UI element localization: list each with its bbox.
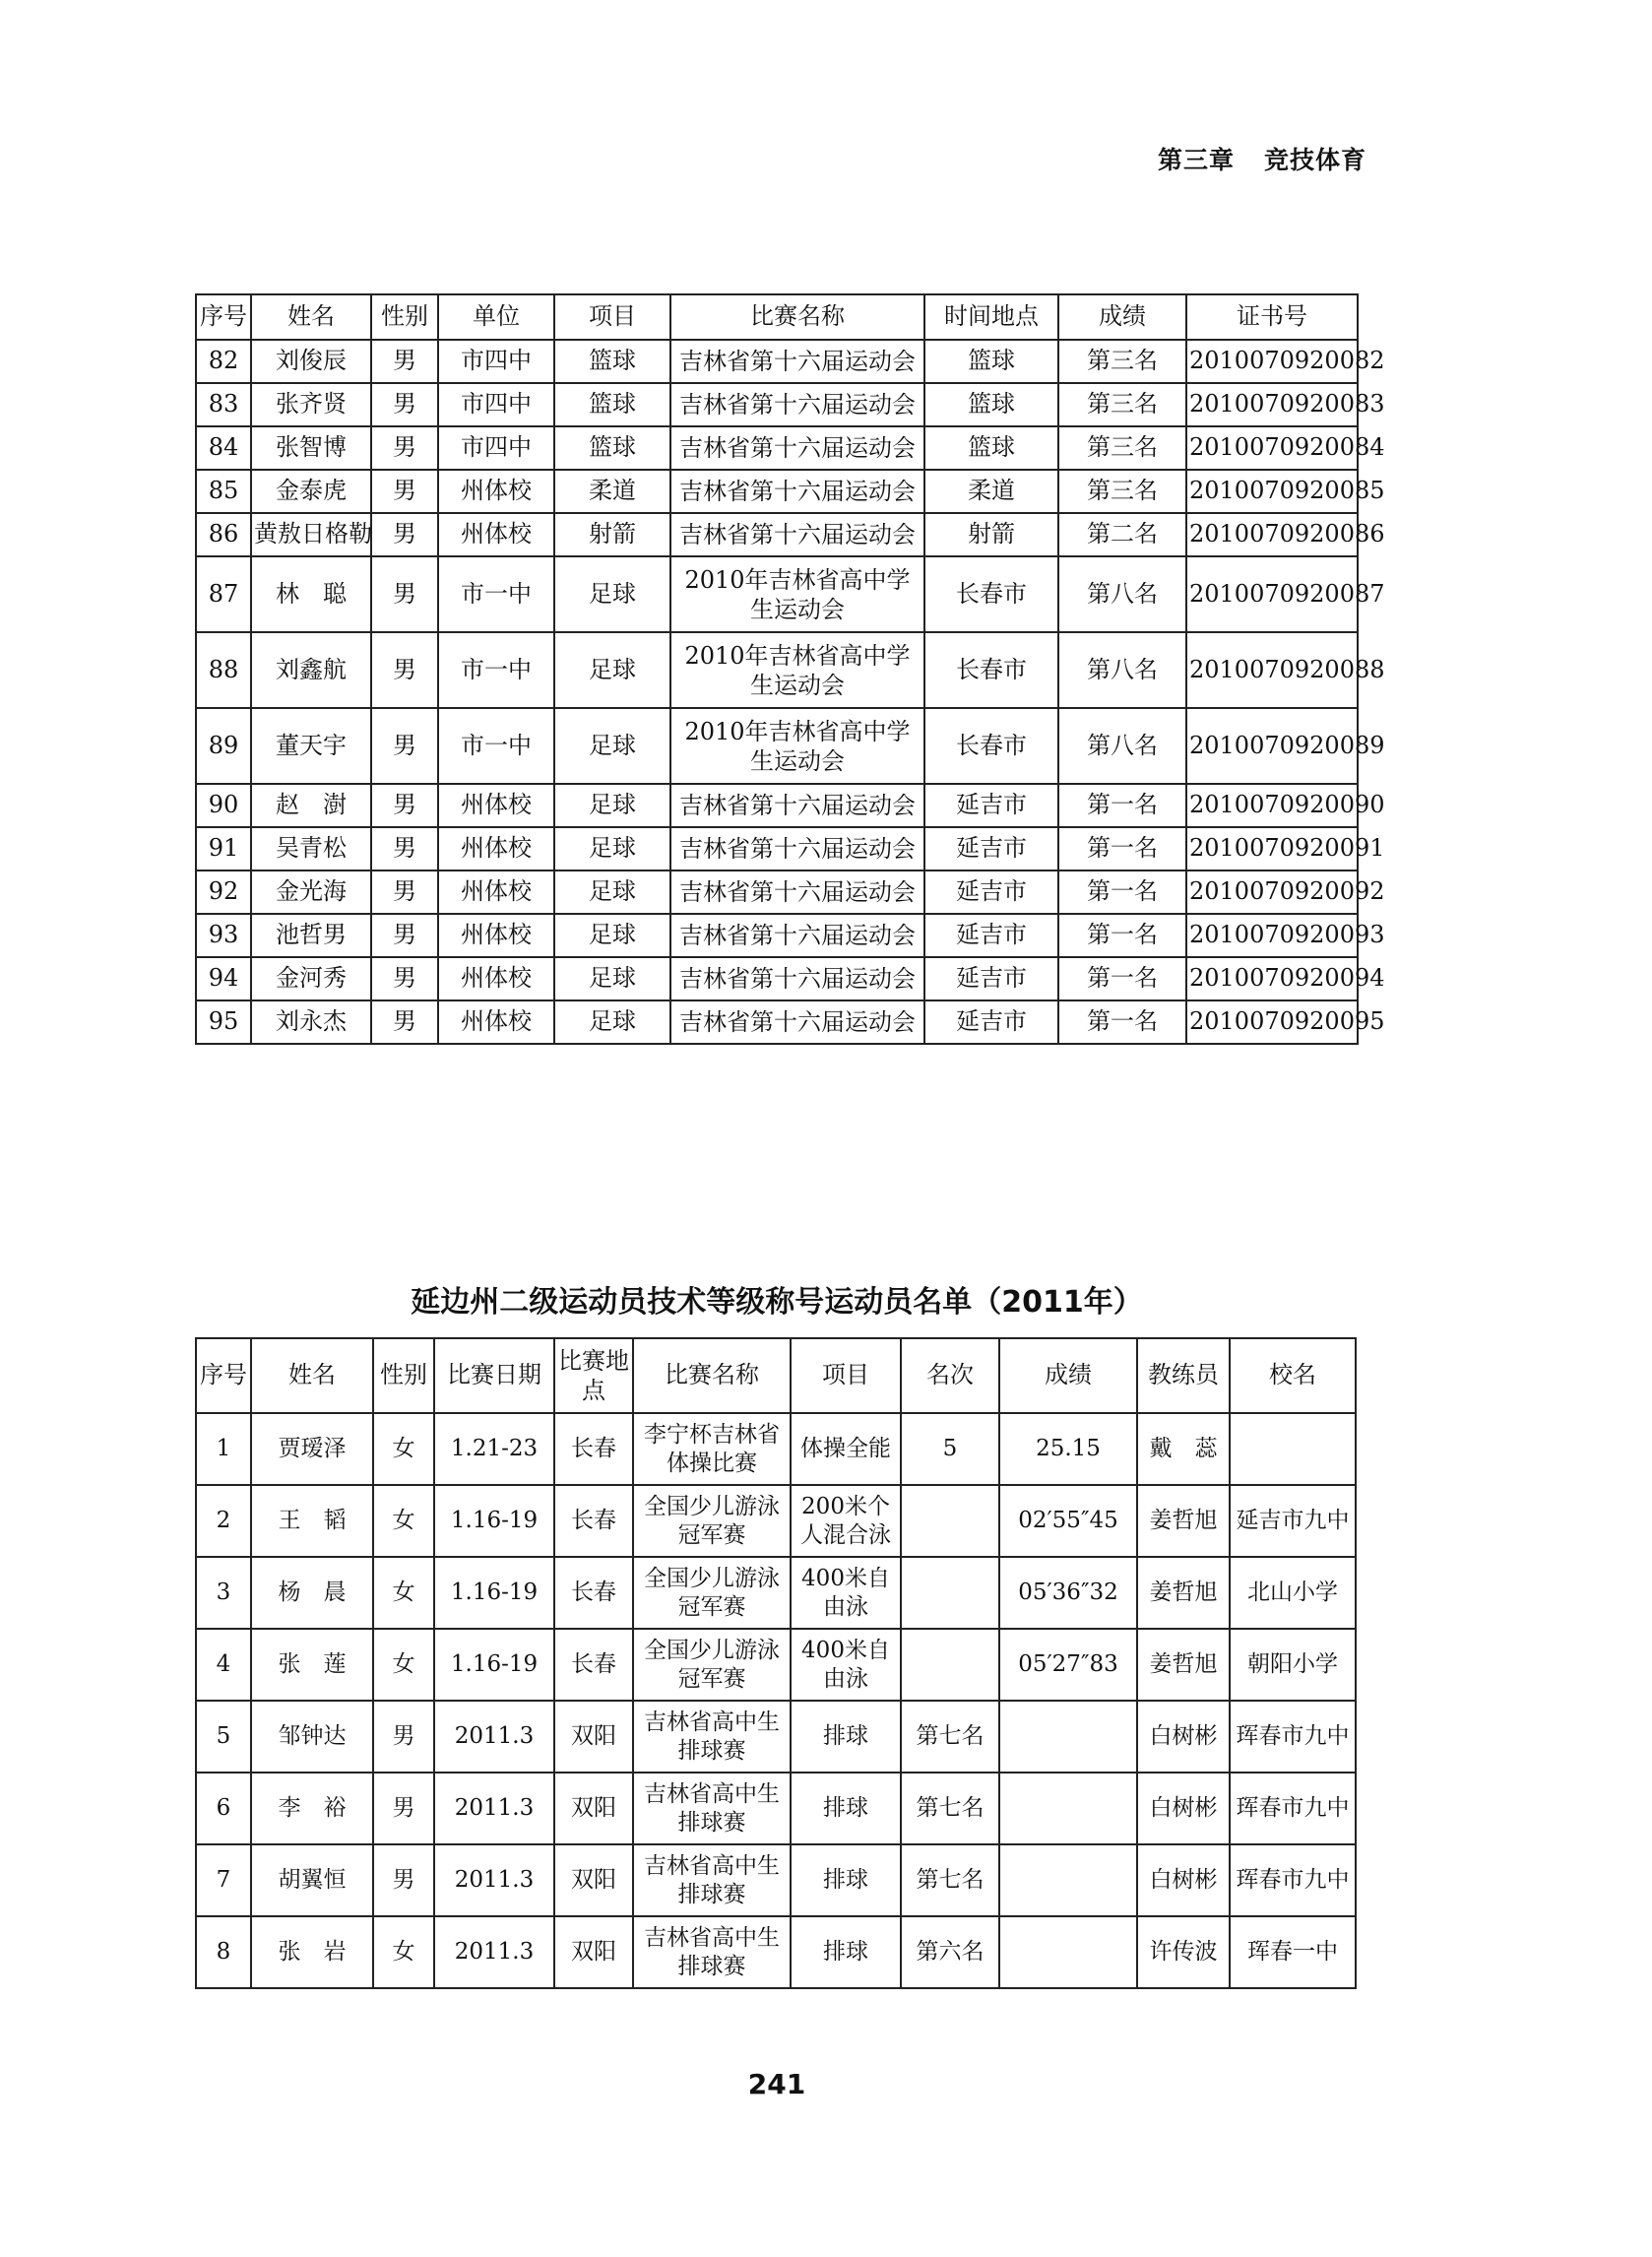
table-cell: 8 (196, 1916, 251, 1988)
table-cell: 2010070920088 (1186, 632, 1358, 708)
table-cell: 池哲男 (251, 914, 371, 957)
table-cell: 市四中 (438, 340, 554, 383)
table-cell: 2010070920091 (1186, 827, 1358, 871)
table-cell: 州体校 (438, 470, 554, 513)
table-body (196, 1413, 1356, 1988)
table-cell: 2010070920087 (1186, 556, 1358, 632)
table-cell: 200米个人混合泳 (791, 1485, 901, 1557)
table-cell: 足球 (554, 556, 670, 632)
table-cell: 州体校 (438, 914, 554, 957)
table-cell: 男 (371, 708, 438, 784)
table-row (196, 383, 1358, 426)
table-body (196, 340, 1385, 1044)
table-cell: 市一中 (438, 708, 554, 784)
table-cell: 董天宇 (251, 708, 371, 784)
table-cell: 州体校 (438, 957, 554, 1000)
table-cell: 89 (196, 708, 251, 784)
table-cell: 足球 (554, 914, 670, 957)
table-cell: 贾瑷泽 (251, 1413, 373, 1485)
table-cell: 吉林省高中生排球赛 (633, 1844, 791, 1916)
table-cell: 2011.3 (434, 1916, 554, 1988)
table-cell: 女 (373, 1916, 434, 1988)
table-cell: 吉林省第十六届运动会 (670, 784, 924, 827)
table-cell: 延吉市九中 (1230, 1485, 1356, 1557)
table-row (196, 1485, 1356, 1557)
table-row (196, 871, 1358, 914)
table-cell (999, 1773, 1137, 1844)
table-cell: 91 (196, 827, 251, 871)
table-cell: 2010070920082 (1186, 340, 1358, 383)
table-cell: 长春 (554, 1485, 633, 1557)
table-cell: 男 (371, 340, 438, 383)
table-cell: 94 (196, 957, 251, 1000)
table-row (196, 708, 1358, 784)
table-cell: 男 (371, 426, 438, 470)
chapter-label: 第三章 (1157, 146, 1235, 174)
table-cell: 长春 (554, 1557, 633, 1629)
table-cell: 05′27″83 (999, 1629, 1137, 1701)
table-cell: 足球 (554, 708, 670, 784)
table-cell: 吉林省第十六届运动会 (670, 1000, 924, 1044)
section-label: 竞技体育 (1263, 146, 1366, 174)
table-cell: 吉林省第十六届运动会 (670, 914, 924, 957)
table-cell: 2011.3 (434, 1773, 554, 1844)
column-header: 序号 (196, 294, 251, 340)
table-header-row (196, 1338, 1356, 1413)
table-cell: 88 (196, 632, 251, 708)
table-cell: 金泰虎 (251, 470, 371, 513)
table-row (196, 1916, 1356, 1988)
table-row (196, 426, 1358, 470)
table-cell: 3 (196, 1557, 251, 1629)
second-level-athlete-table (195, 1337, 1357, 1989)
table-cell: 第三名 (1058, 383, 1186, 426)
table-cell: 吉林省第十六届运动会 (670, 470, 924, 513)
table-row (196, 340, 1358, 383)
table-cell: 吉林省第十六届运动会 (670, 340, 924, 383)
table-cell: 2010070920095 (1186, 1000, 1358, 1044)
table-cell: 珲春一中 (1230, 1916, 1356, 1988)
table-cell: 足球 (554, 784, 670, 827)
table-cell: 1.21-23 (434, 1413, 554, 1485)
table-cell: 第一名 (1058, 914, 1186, 957)
column-header: 序号 (196, 1338, 251, 1413)
table-cell (999, 1844, 1137, 1916)
table-row (196, 556, 1358, 632)
table-cell: 1.16-19 (434, 1629, 554, 1701)
table-cell: 柔道 (924, 470, 1058, 513)
table-cell: 白树彬 (1137, 1701, 1230, 1773)
table-cell: 张智博 (251, 426, 371, 470)
table-cell: 5 (196, 1701, 251, 1773)
table-row (196, 1773, 1356, 1844)
table-cell: 第三名 (1058, 340, 1186, 383)
table-cell: 姜哲旭 (1137, 1629, 1230, 1701)
table-cell: 第一名 (1058, 871, 1186, 914)
column-header: 校名 (1230, 1338, 1356, 1413)
table-cell: 2010070920084 (1186, 426, 1358, 470)
table-cell: 男 (371, 1000, 438, 1044)
table-cell: 张 莲 (251, 1629, 373, 1701)
column-header: 证书号 (1186, 294, 1358, 340)
table-cell: 02′55″45 (999, 1485, 1137, 1557)
table-cell: 延吉市 (924, 957, 1058, 1000)
table-row (196, 1557, 1356, 1629)
table-cell: 2010070920085 (1186, 470, 1358, 513)
table-header-row (196, 294, 1358, 340)
column-header: 项目 (791, 1338, 901, 1413)
table-cell: 姜哲旭 (1137, 1485, 1230, 1557)
table-cell: 延吉市 (924, 1000, 1058, 1044)
table-cell: 白树彬 (1137, 1844, 1230, 1916)
table-cell: 1.16-19 (434, 1557, 554, 1629)
table-cell: 第一名 (1058, 957, 1186, 1000)
table-cell: 延吉市 (924, 827, 1058, 871)
table-cell: 市一中 (438, 556, 554, 632)
table-cell: 篮球 (554, 426, 670, 470)
table-cell: 2010070920086 (1186, 513, 1358, 556)
table-row (196, 1701, 1356, 1773)
table-cell: 2010年吉林省高中学生运动会 (670, 708, 924, 784)
table-cell: 男 (371, 383, 438, 426)
table-cell: 双阳 (554, 1844, 633, 1916)
table-cell: 张 岩 (251, 1916, 373, 1988)
table-cell: 林 聪 (251, 556, 371, 632)
table-cell: 吉林省第十六届运动会 (670, 383, 924, 426)
table-cell: 男 (371, 871, 438, 914)
table-cell: 2011.3 (434, 1701, 554, 1773)
table-cell: 男 (371, 957, 438, 1000)
table-cell (999, 1916, 1137, 1988)
table-cell: 珲春市九中 (1230, 1773, 1356, 1844)
table-cell: 1.16-19 (434, 1485, 554, 1557)
table-cell: 李宁杯吉林省体操比赛 (633, 1413, 791, 1485)
table-cell: 白树彬 (1137, 1773, 1230, 1844)
running-header (1158, 141, 1366, 176)
table-cell: 2010070920093 (1186, 914, 1358, 957)
table-cell: 第八名 (1058, 556, 1186, 632)
table-cell: 州体校 (438, 784, 554, 827)
table-cell: 长春 (554, 1413, 633, 1485)
table-cell: 女 (373, 1485, 434, 1557)
table-cell: 第三名 (1058, 426, 1186, 470)
table-cell (999, 1701, 1137, 1773)
column-header: 单位 (438, 294, 554, 340)
table-cell: 90 (196, 784, 251, 827)
table-cell: 篮球 (554, 383, 670, 426)
athlete-certificate-table (195, 293, 1385, 1045)
table-cell: 杨 晨 (251, 1557, 373, 1629)
table-cell: 6 (196, 1773, 251, 1844)
column-header: 比赛名称 (633, 1338, 791, 1413)
table-cell: 2010070920092 (1186, 871, 1358, 914)
table-cell: 延吉市 (924, 914, 1058, 957)
column-header: 教练员 (1137, 1338, 1230, 1413)
table-cell: 州体校 (438, 827, 554, 871)
table-cell: 第七名 (901, 1701, 999, 1773)
table-row (196, 827, 1358, 871)
table-cell: 2011.3 (434, 1844, 554, 1916)
table-cell: 85 (196, 470, 251, 513)
table-cell: 北山小学 (1230, 1557, 1356, 1629)
table-cell: 长春市 (924, 556, 1058, 632)
table-cell: 86 (196, 513, 251, 556)
table-cell: 吉林省高中生排球赛 (633, 1701, 791, 1773)
table-cell: 足球 (554, 957, 670, 1000)
table-cell: 83 (196, 383, 251, 426)
column-header: 姓名 (251, 294, 371, 340)
table-cell: 双阳 (554, 1916, 633, 1988)
table-cell: 4 (196, 1629, 251, 1701)
table-cell: 朝阳小学 (1230, 1629, 1356, 1701)
table-cell: 排球 (791, 1701, 901, 1773)
column-header: 比赛名称 (670, 294, 924, 340)
table-cell: 93 (196, 914, 251, 957)
table-cell: 市四中 (438, 426, 554, 470)
table-cell: 射箭 (924, 513, 1058, 556)
table-cell: 州体校 (438, 513, 554, 556)
table-cell: 82 (196, 340, 251, 383)
table-cell: 2010070920089 (1186, 708, 1358, 784)
table-cell: 第一名 (1058, 1000, 1186, 1044)
table-cell: 第三名 (1058, 470, 1186, 513)
table-cell: 男 (373, 1844, 434, 1916)
table-cell: 2010年吉林省高中学生运动会 (670, 632, 924, 708)
table-cell: 排球 (791, 1844, 901, 1916)
table-cell: 400米自由泳 (791, 1557, 901, 1629)
table-cell: 男 (371, 632, 438, 708)
table-cell: 足球 (554, 1000, 670, 1044)
column-header: 成绩 (999, 1338, 1137, 1413)
table-row (196, 513, 1358, 556)
table-cell: 第一名 (1058, 784, 1186, 827)
table-cell: 篮球 (924, 340, 1058, 383)
table-cell: 05′36″32 (999, 1557, 1137, 1629)
table-cell: 刘永杰 (251, 1000, 371, 1044)
table-cell: 吉林省第十六届运动会 (670, 513, 924, 556)
table-cell: 第二名 (1058, 513, 1186, 556)
table-cell: 州体校 (438, 1000, 554, 1044)
table-cell: 射箭 (554, 513, 670, 556)
column-header: 比赛地点 (554, 1338, 633, 1413)
table-cell: 刘鑫航 (251, 632, 371, 708)
table-cell: 25.15 (999, 1413, 1137, 1485)
table-cell: 篮球 (554, 340, 670, 383)
table-cell: 全国少儿游泳冠军赛 (633, 1485, 791, 1557)
table-cell: 男 (371, 556, 438, 632)
page-number: 241 (747, 2068, 806, 2100)
table-cell: 延吉市 (924, 784, 1058, 827)
table-cell: 第七名 (901, 1844, 999, 1916)
table-cell: 1 (196, 1413, 251, 1485)
table-cell: 男 (373, 1701, 434, 1773)
table-cell: 87 (196, 556, 251, 632)
table-cell: 排球 (791, 1916, 901, 1988)
column-header: 性别 (373, 1338, 434, 1413)
table-cell: 女 (373, 1629, 434, 1701)
table-cell: 吉林省高中生排球赛 (633, 1773, 791, 1844)
table-cell: 全国少儿游泳冠军赛 (633, 1557, 791, 1629)
column-header: 性别 (371, 294, 438, 340)
table-cell: 吉林省第十六届运动会 (670, 871, 924, 914)
table-cell: 2010070920083 (1186, 383, 1358, 426)
table-cell: 400米自由泳 (791, 1629, 901, 1701)
table-cell: 张齐贤 (251, 383, 371, 426)
table-cell: 第八名 (1058, 632, 1186, 708)
table-cell: 7 (196, 1844, 251, 1916)
table-cell: 吉林省高中生排球赛 (633, 1916, 791, 1988)
table-cell: 金光海 (251, 871, 371, 914)
table-cell: 女 (373, 1413, 434, 1485)
table-row (196, 470, 1358, 513)
table-cell: 李 裕 (251, 1773, 373, 1844)
table-row (196, 1629, 1356, 1701)
table-cell: 足球 (554, 871, 670, 914)
table-cell: 王 韬 (251, 1485, 373, 1557)
table-cell: 邹钟达 (251, 1701, 373, 1773)
column-header: 名次 (901, 1338, 999, 1413)
table-cell: 排球 (791, 1773, 901, 1844)
table-cell: 黄敖日格勒 (251, 513, 371, 556)
section-title: 延边州二级运动员技术等级称号运动员名单（2011年） (411, 1285, 1143, 1320)
table-row (196, 1413, 1356, 1485)
table-cell: 许传波 (1137, 1916, 1230, 1988)
table-cell: 男 (371, 470, 438, 513)
table-row (196, 1844, 1356, 1916)
table-cell: 2010年吉林省高中学生运动会 (670, 556, 924, 632)
table-cell: 2 (196, 1485, 251, 1557)
table-cell: 长春 (554, 1629, 633, 1701)
table-cell: 长春市 (924, 632, 1058, 708)
table-cell: 5 (901, 1413, 999, 1485)
table-cell: 吉林省第十六届运动会 (670, 426, 924, 470)
column-header: 比赛日期 (434, 1338, 554, 1413)
table-cell: 州体校 (438, 871, 554, 914)
table-cell: 第六名 (901, 1916, 999, 1988)
table-row (196, 632, 1358, 708)
table-cell: 赵 澍 (251, 784, 371, 827)
table-cell: 篮球 (924, 383, 1058, 426)
table-row (196, 914, 1358, 957)
table-cell: 柔道 (554, 470, 670, 513)
table-cell: 女 (373, 1557, 434, 1629)
table-cell: 男 (371, 784, 438, 827)
table-cell: 第一名 (1058, 827, 1186, 871)
table-cell: 戴 蕊 (1137, 1413, 1230, 1485)
column-header: 时间地点 (924, 294, 1058, 340)
table-cell: 延吉市 (924, 871, 1058, 914)
table-cell: 胡翼恒 (251, 1844, 373, 1916)
table-cell: 金河秀 (251, 957, 371, 1000)
table-cell: 吉林省第十六届运动会 (670, 827, 924, 871)
table-cell: 92 (196, 871, 251, 914)
table-cell (901, 1629, 999, 1701)
table-cell: 珲春市九中 (1230, 1701, 1356, 1773)
column-header: 成绩 (1058, 294, 1186, 340)
table-cell (901, 1485, 999, 1557)
table-cell: 男 (371, 914, 438, 957)
table-cell: 男 (371, 827, 438, 871)
table-cell: 吉林省第十六届运动会 (670, 957, 924, 1000)
table-cell: 吴青松 (251, 827, 371, 871)
table-cell: 体操全能 (791, 1413, 901, 1485)
table-cell: 刘俊辰 (251, 340, 371, 383)
table-row (196, 957, 1358, 1000)
table-cell: 长春市 (924, 708, 1058, 784)
column-header: 项目 (554, 294, 670, 340)
table-cell: 第八名 (1058, 708, 1186, 784)
table-cell: 第七名 (901, 1773, 999, 1844)
column-header: 姓名 (251, 1338, 373, 1413)
table-cell: 姜哲旭 (1137, 1557, 1230, 1629)
table-cell: 双阳 (554, 1701, 633, 1773)
table-cell: 篮球 (924, 426, 1058, 470)
table-cell: 2010070920090 (1186, 784, 1358, 827)
table-cell: 84 (196, 426, 251, 470)
table-cell: 男 (373, 1773, 434, 1844)
table-cell: 男 (371, 513, 438, 556)
table-row (196, 1000, 1358, 1044)
table-cell: 市四中 (438, 383, 554, 426)
table-cell (1230, 1413, 1356, 1485)
table-cell: 95 (196, 1000, 251, 1044)
table-cell: 全国少儿游泳冠军赛 (633, 1629, 791, 1701)
table-cell: 足球 (554, 632, 670, 708)
table-cell: 市一中 (438, 632, 554, 708)
table-cell: 足球 (554, 827, 670, 871)
table-cell (901, 1557, 999, 1629)
table-cell: 双阳 (554, 1773, 633, 1844)
table-cell: 2010070920094 (1186, 957, 1358, 1000)
table-row (196, 784, 1358, 827)
table-cell: 珲春市九中 (1230, 1844, 1356, 1916)
